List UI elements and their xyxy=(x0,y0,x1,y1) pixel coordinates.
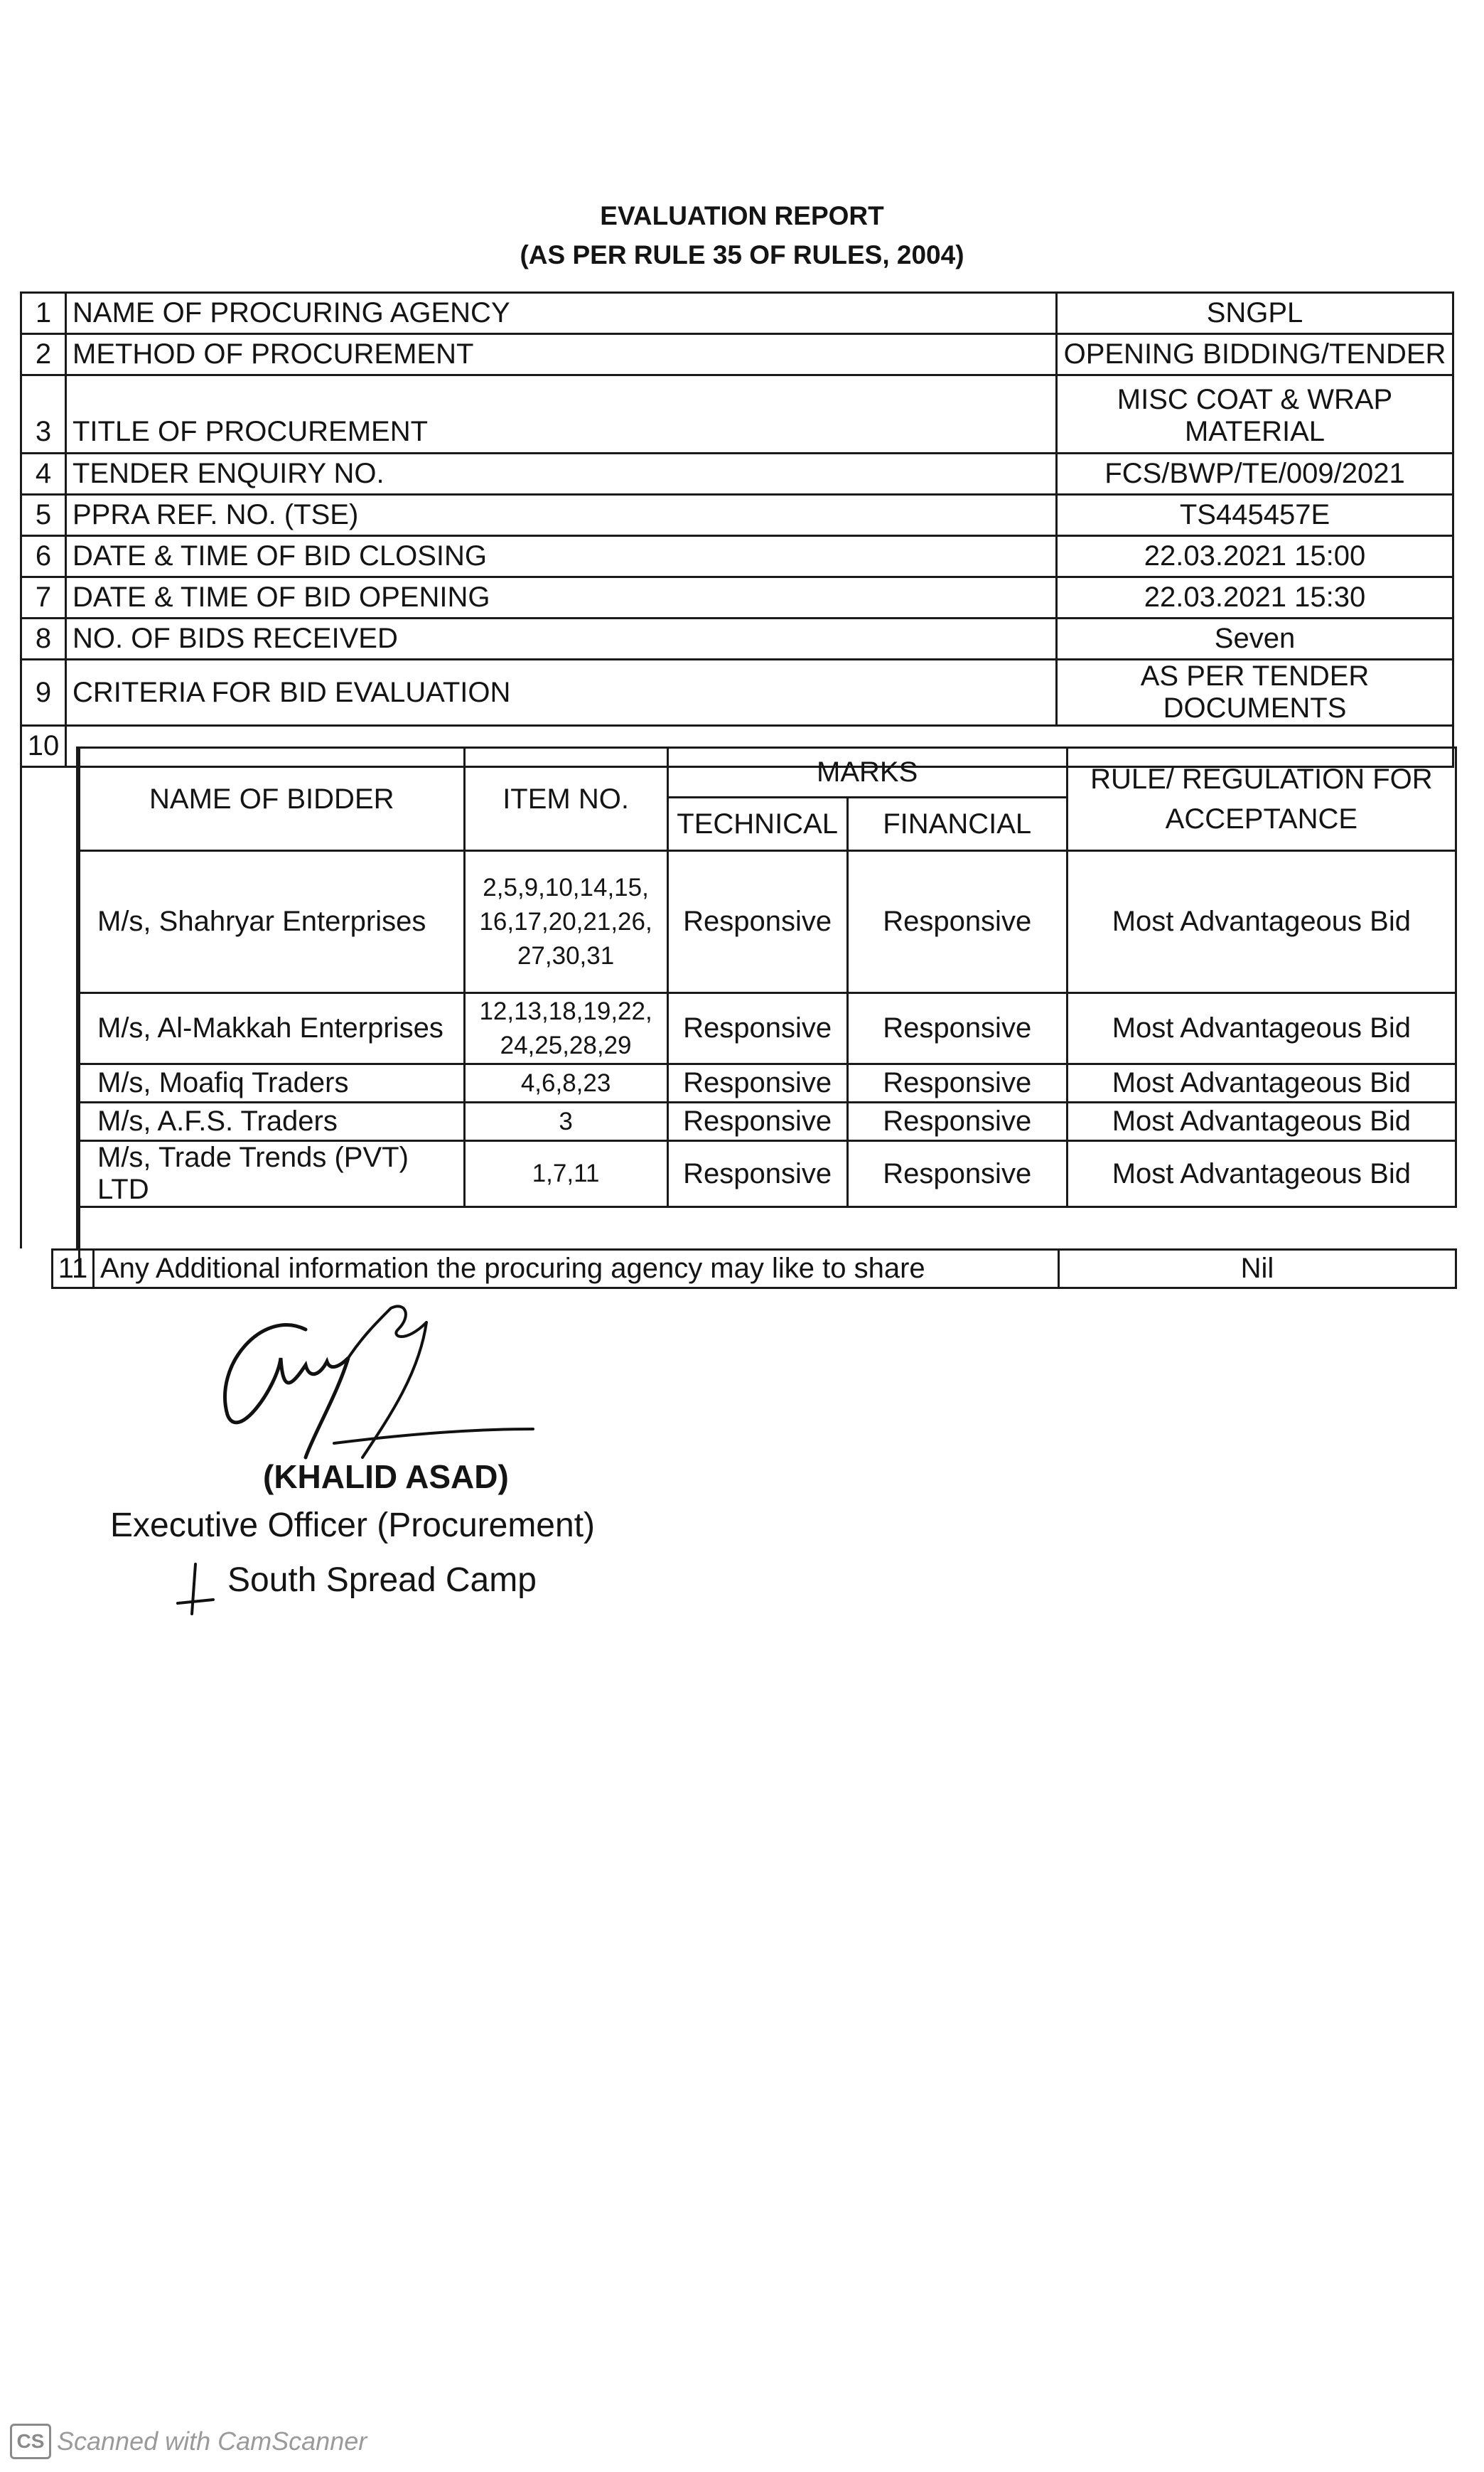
table-row xyxy=(21,293,1453,334)
field-value: AS PER TENDER DOCUMENTS xyxy=(1057,660,1453,726)
table-row xyxy=(21,334,1453,375)
signatory-name: (KHALID ASAD) xyxy=(263,1458,509,1495)
header-bidder: NAME OF BIDDER xyxy=(80,748,465,851)
bidder-name: M/s, A.F.S. Traders xyxy=(80,1103,465,1141)
field-value: FCS/BWP/TE/009/2021 xyxy=(1057,454,1453,495)
table-row xyxy=(21,660,1453,726)
field-value: 22.03.2021 15:30 xyxy=(1057,577,1453,619)
table-row xyxy=(80,1103,1456,1141)
field-value: Seven xyxy=(1057,619,1453,660)
row-10-indent xyxy=(20,747,78,1248)
table-row xyxy=(21,375,1453,454)
bidder-name: M/s, Trade Trends (PVT) LTD xyxy=(80,1141,465,1207)
field-label: PPRA REF. NO. (TSE) xyxy=(66,495,1057,536)
acceptance-rule: Most Advantageous Bid xyxy=(1067,851,1456,993)
item-line: 12,13,18,19,22, xyxy=(479,997,652,1025)
technical-mark: Responsive xyxy=(667,993,847,1064)
financial-mark: Responsive xyxy=(847,993,1067,1064)
table-row xyxy=(21,454,1453,495)
row-number: 10 xyxy=(21,726,66,767)
row-number: 5 xyxy=(21,495,66,536)
table-row xyxy=(21,495,1453,536)
field-label: Any Additional information the procuring agency may like to share xyxy=(94,1250,1059,1288)
acceptance-rule: Most Advantageous Bid xyxy=(1067,993,1456,1064)
item-numbers: 3 xyxy=(464,1103,667,1141)
field-label: METHOD OF PROCUREMENT xyxy=(66,334,1057,375)
field-value: 22.03.2021 15:00 xyxy=(1057,536,1453,577)
technical-mark: Responsive xyxy=(667,1064,847,1103)
field-label: NO. OF BIDS RECEIVED xyxy=(66,619,1057,660)
item-numbers: 1,7,11 xyxy=(464,1141,667,1207)
row-number: 8 xyxy=(21,619,66,660)
acceptance-rule: Most Advantageous Bid xyxy=(1067,1103,1456,1141)
info-table xyxy=(20,291,1454,768)
bids-table xyxy=(78,747,1457,1275)
acceptance-rule: Most Advantageous Bid xyxy=(1067,1064,1456,1103)
financial-mark: Responsive xyxy=(847,1103,1067,1141)
field-label: CRITERIA FOR BID EVALUATION xyxy=(66,660,1057,726)
field-label: TITLE OF PROCUREMENT xyxy=(66,375,1057,454)
field-label: DATE & TIME OF BID CLOSING xyxy=(66,536,1057,577)
scanner-footer xyxy=(0,2414,1484,2472)
field-value: SNGPL xyxy=(1057,293,1453,334)
financial-mark: Responsive xyxy=(847,1064,1067,1103)
item-line: 16,17,20,21,26, xyxy=(479,907,652,936)
technical-mark: Responsive xyxy=(667,1141,847,1207)
field-label: NAME OF PROCURING AGENCY xyxy=(66,293,1057,334)
camscanner-logo: CS xyxy=(10,2424,51,2459)
financial-mark: Responsive xyxy=(847,851,1067,993)
item-line: 27,30,31 xyxy=(517,941,615,970)
tick-mark xyxy=(171,1561,227,1617)
acceptance-rule: Most Advantageous Bid xyxy=(1067,1141,1456,1207)
item-numbers xyxy=(464,993,667,1064)
field-value: MISC COAT & WRAP MATERIAL xyxy=(1057,375,1453,454)
header-rule: RULE/ REGULATION FOR ACCEPTANCE xyxy=(1067,748,1456,851)
table-row xyxy=(80,1064,1456,1103)
row-number: 9 xyxy=(21,660,66,726)
header-marks: MARKS xyxy=(667,748,1067,798)
field-value: Nil xyxy=(1059,1250,1456,1288)
field-value: OPENING BIDDING/TENDER xyxy=(1057,334,1453,375)
signatory-location: South Spread Camp xyxy=(227,1561,537,1599)
table-row xyxy=(80,851,1456,993)
item-numbers xyxy=(464,851,667,993)
row-number: 6 xyxy=(21,536,66,577)
row-number: 1 xyxy=(21,293,66,334)
header-technical: TECHNICAL xyxy=(667,798,847,851)
row-number: 7 xyxy=(21,577,66,619)
row-number: 11 xyxy=(53,1250,94,1288)
financial-mark: Responsive xyxy=(847,1141,1067,1207)
technical-mark: Responsive xyxy=(667,1103,847,1141)
table-row xyxy=(21,577,1453,619)
header-row xyxy=(80,748,1456,798)
field-label: DATE & TIME OF BID OPENING xyxy=(66,577,1057,619)
technical-mark: Responsive xyxy=(667,851,847,993)
field-label: TENDER ENQUIRY NO. xyxy=(66,454,1057,495)
bidder-name: M/s, Al-Makkah Enterprises xyxy=(80,993,465,1064)
item-line: 24,25,28,29 xyxy=(500,1031,632,1059)
item-numbers: 4,6,8,23 xyxy=(464,1064,667,1103)
header-item: ITEM NO. xyxy=(464,748,667,851)
bidder-name: M/s, Shahryar Enterprises xyxy=(80,851,465,993)
bidder-name: M/s, Moafiq Traders xyxy=(80,1064,465,1103)
scanner-watermark: Scanned with CamScanner xyxy=(57,2426,367,2456)
signature xyxy=(92,1280,590,1465)
table-row xyxy=(21,536,1453,577)
signatory-designation: Executive Officer (Procurement) xyxy=(110,1507,596,1544)
row-number: 2 xyxy=(21,334,66,375)
table-row xyxy=(80,993,1456,1064)
report-title: EVALUATION REPORT xyxy=(600,201,884,230)
header-financial: FINANCIAL xyxy=(847,798,1067,851)
row-number: 3 xyxy=(21,375,66,454)
row-number: 4 xyxy=(21,454,66,495)
table-row xyxy=(80,1141,1456,1207)
item-line: 2,5,9,10,14,15, xyxy=(483,873,649,901)
report-subtitle: (AS PER RULE 35 OF RULES, 2004) xyxy=(520,240,964,269)
field-value: TS445457E xyxy=(1057,495,1453,536)
table-row xyxy=(21,619,1453,660)
